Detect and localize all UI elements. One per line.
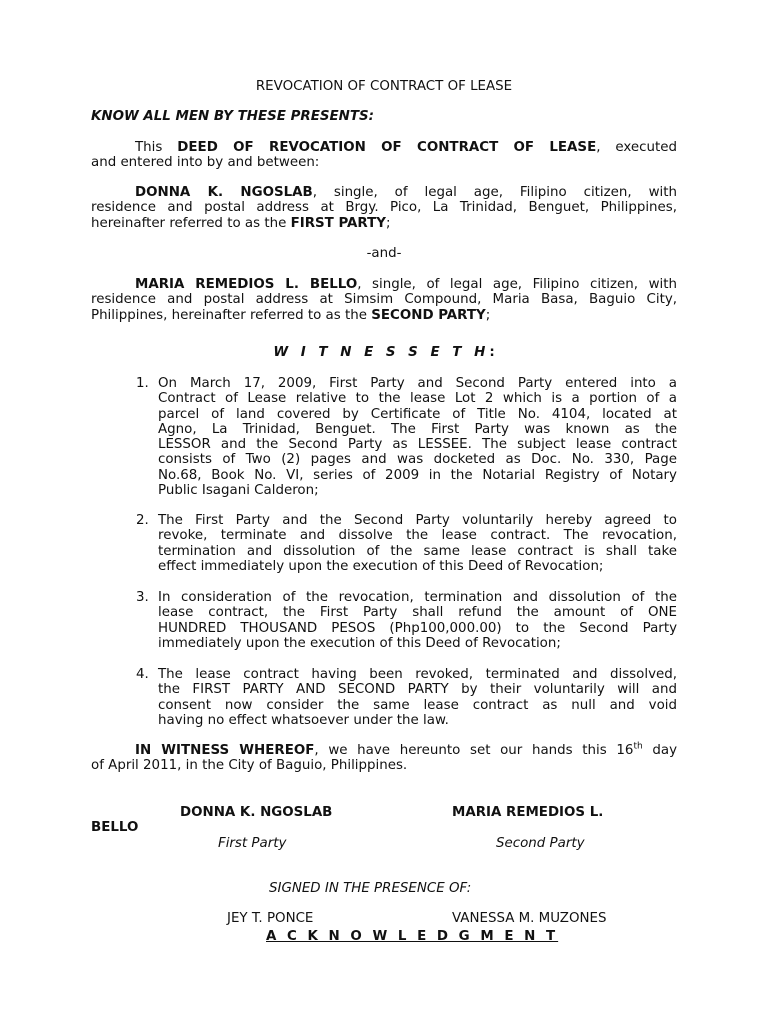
item-line: consists of Two (2) pages and was docketed as Doc. No. 330, Page [158,452,677,468]
document-title: REVOCATION OF CONTRACT OF LEASE [255,79,513,94]
item-line: revoke, terminate and dissolve the lease contract. The revocation, [158,528,677,544]
party-two-line-2: residence and postal address at Simsim Compound, Maria Basa, Baguio City, [91,292,677,308]
acknowledgment-heading: A C K N O W L E D G M E N T [266,929,559,944]
item-line: immediately upon the execution of this Deed of Revocation; [158,635,561,651]
item-4-number: 4. [136,667,149,682]
item-1-text [158,376,677,498]
item-line: consent now consider the same lease contract as null and void [158,697,677,713]
item-line: LESSOR and the Second Party as LESSEE. The subject lease contract [158,437,677,453]
witnesseth-heading [0,345,768,360]
first-party-label: First Party [218,836,287,851]
item-line: having no effect whatsoever under the law. [158,712,449,728]
in-witness-line-2: of April 2011, in the City of Baguio, Philippines. [91,758,408,774]
item-line: The First Party and the Second Party voluntarily hereby agreed to [158,513,677,528]
intro-rest: , executed [596,140,677,155]
party-two-role: SECOND PARTY [371,307,486,323]
party-one-paragraph [91,185,677,231]
item-line: No.68, Book No. VI, series of 2009 in the Notarial Registry of Notary [158,467,677,483]
item-line: In consideration of the revocation, termination and dissolution of the [158,590,677,605]
party-one-role: FIRST PARTY [290,215,386,231]
party-one-line-3: hereinafter referred to as the [91,215,287,231]
deed-title-inline: DEED OF REVOCATION OF CONTRACT OF LEASE [177,140,597,155]
item-3-text [158,590,677,651]
intro-paragraph [91,140,677,171]
second-party-signature-name: MARIA REMEDIOS L. [452,805,604,820]
in-witness-rest: , we have hereunto set our hands this 16 [314,743,634,758]
item-1-number: 1. [136,376,149,391]
second-party-label: Second Party [496,836,585,851]
item-line: Contract of Lease relative to the lease Lot 2 which is a portion of a [158,391,677,407]
item-line: Public Isagani Calderon; [158,483,319,499]
witnesseth-text: W I T N E S S E T H [273,345,490,360]
item-line: HUNDRED THOUSAND PESOS (Php100,000.00) to the Second Party [158,620,677,636]
party-two-line-1: , single, of legal age, Filipino citizen, with [357,277,677,292]
item-line: The lease contract having been revoked, terminated and dissolved, [158,667,677,682]
in-witness-bold: IN WITNESS WHEREOF [135,743,315,758]
and-separator: -and- [366,246,402,261]
party-two-semicolon: ; [485,307,491,323]
item-line: termination and dissolution of the same lease contract is shall take [158,543,677,559]
item-line: effect immediately upon the execution of this Deed of Revocation; [158,558,604,574]
item-line: lease contract, the First Party shall refund the amount of ONE [158,605,677,621]
in-witness-tail: day [642,743,677,758]
intro-lead: This [135,140,163,155]
item-line: On March 17, 2009, First Party and Second Party entered into a [158,376,677,391]
party-two-line-3: Philippines, hereinafter referred to as the [91,307,367,323]
know-all-heading: KNOW ALL MEN BY THESE PRESENTS: [91,109,375,124]
signed-presence-heading: SIGNED IN THE PRESENCE OF: [269,881,472,896]
item-2-text [158,513,677,574]
date-superscript: th [633,741,643,752]
in-witness-paragraph [91,743,677,774]
party-one-line-1: , single, of legal age, Filipino citizen, with [312,185,677,200]
item-line: parcel of land covered by Certificate of Title No. 4104, located at [158,406,677,422]
item-4-text [158,667,677,728]
witness-two-name: VANESSA M. MUZONES [452,911,607,926]
item-line: the FIRST PARTY AND SECOND PARTY by their voluntarily will and [158,682,677,698]
witnesseth-colon: : [489,345,495,360]
party-one-semicolon: ; [385,215,391,231]
party-two-paragraph [91,277,677,323]
party-one-name: DONNA K. NGOSLAB [135,185,313,200]
intro-line-2: and entered into by and between: [91,155,320,171]
item-3-number: 3. [136,590,149,605]
second-party-signature-name-cont: BELLO [91,820,139,835]
party-two-name: MARIA REMEDIOS L. BELLO [135,277,358,292]
party-one-line-2: residence and postal address at Brgy. Pico, La Trinidad, Benguet, Philippines, [91,200,677,216]
item-2-number: 2. [136,513,149,528]
first-party-signature-name: DONNA K. NGOSLAB [180,805,333,820]
item-line: Agno, La Trinidad, Benguet. The First Party was known as the [158,421,677,437]
witness-one-name: JEY T. PONCE [227,911,314,926]
